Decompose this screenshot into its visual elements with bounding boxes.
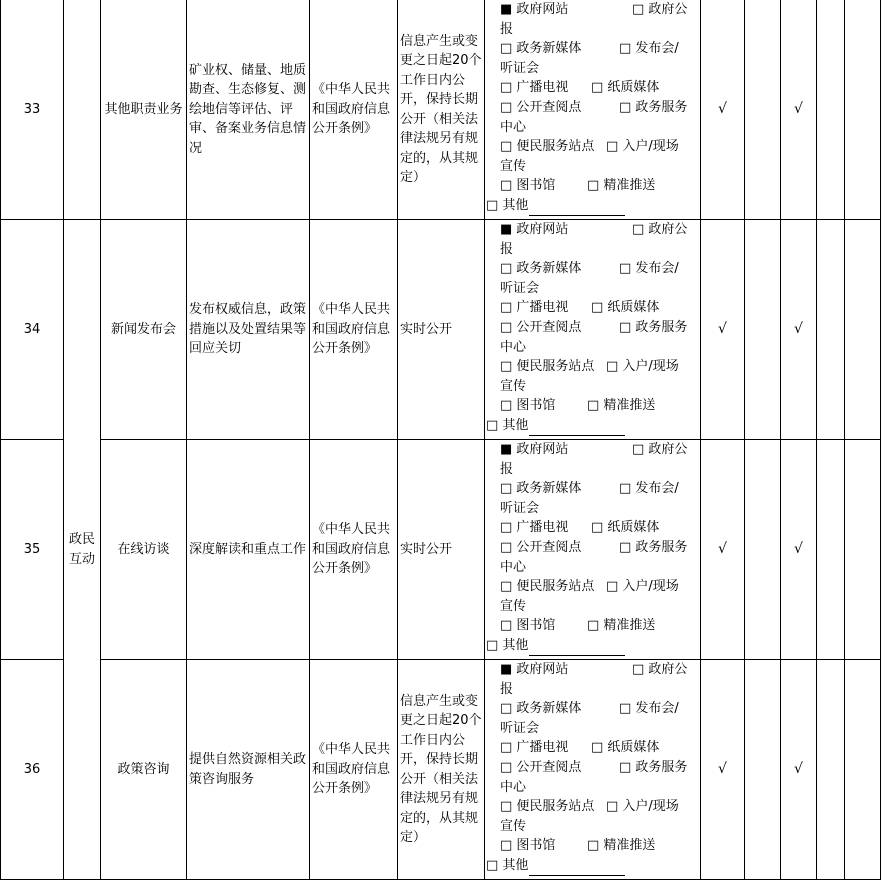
group-label: 政民 互动 [68,531,95,567]
empty-cell [817,0,845,220]
channel-service-cont: 中心 [500,340,527,355]
group-cell [64,220,101,880]
time-limit-cell: 信息产生或变更之日起20个工作日内公开，保持长期公开（相关法律法规另有规定的，从其规定） [398,0,485,220]
channel-other: □ 其他 [486,416,625,436]
empty-cell [817,220,845,440]
channel-new-media: □ 政务新媒体 [500,261,582,276]
content-cell: 矿业权、储量、地质勘查、生态修复、测绘地信等评估、评审、备案业务信息情况 [187,0,310,220]
time-limit-cell: 实时公开 [398,220,485,440]
channel-new-media: □ 政务新媒体 [500,701,582,716]
item-cell: 其他职责业务 [101,0,187,220]
tick-cell: √ [701,660,745,880]
channel-reading-room: □ 公开查阅点 [500,760,582,775]
blank-line [529,861,625,876]
channel-print: □ 纸质媒体 [591,520,660,535]
channel-gov-gazette: □ 政府公 [632,2,688,17]
channel-gov-gazette-cont: 报 [500,682,514,697]
channel-gov-gazette: □ 政府公 [632,662,688,677]
channel-household-cont: 宣传 [500,819,527,834]
row-number: 33 [1,0,64,220]
tick-cell: √ [781,440,817,660]
channel-reading-room: □ 公开查阅点 [500,100,582,115]
channel-gov-gazette-cont: 报 [500,242,514,257]
channel-broadcast: □ 广播电视 [500,80,569,95]
channel-push: □ 精准推送 [587,178,656,193]
channel-convenience: □ 便民服务站点 [500,799,595,814]
channel-service: □ 政务服务 [619,100,688,115]
empty-cell [745,0,781,220]
channel-reading-room: □ 公开查阅点 [500,540,582,555]
channel-household-cont: 宣传 [500,599,527,614]
channel-broadcast: □ 广播电视 [500,300,569,315]
channel-service-cont: 中心 [500,120,527,135]
channel-gov-gazette: □ 政府公 [632,222,688,237]
content-cell: 发布权威信息，政策措施以及处置结果等回应关切 [187,220,310,440]
table-row [1,440,881,660]
channel-press: □ 发布会/ [619,261,679,276]
tick-cell: √ [781,660,817,880]
tick-cell: √ [701,0,745,220]
channel-gov-gazette-cont: 报 [500,22,514,37]
channel-push: □ 精准推送 [587,838,656,853]
empty-cell [745,440,781,660]
row-number: 34 [1,220,64,440]
channel-library: □ 图书馆 [500,838,556,853]
channel-gov-gazette-cont: 报 [500,462,514,477]
channel-gov-gazette: □ 政府公 [632,442,688,457]
channel-convenience: □ 便民服务站点 [500,579,595,594]
tick-cell: √ [701,440,745,660]
channel-reading-room: □ 公开查阅点 [500,320,582,335]
channel-other: □ 其他 [486,196,625,216]
empty-cell [817,440,845,660]
channel-other: □ 其他 [486,636,625,656]
channel-press-cont: 听证会 [500,721,540,736]
table-row [1,220,881,440]
basis-cell: 《中华人民共和国政府信息公开条例》 [310,440,398,660]
channel-print: □ 纸质媒体 [591,80,660,95]
channel-convenience: □ 便民服务站点 [500,359,595,374]
channel-gov-website: ■ 政府网站 [500,442,569,457]
empty-cell [845,660,881,880]
channel-convenience: □ 便民服务站点 [500,139,595,154]
channel-broadcast: □ 广播电视 [500,740,569,755]
channel-service: □ 政务服务 [619,760,688,775]
channel-service-cont: 中心 [500,780,527,795]
tick-cell: √ [701,220,745,440]
channels-cell [485,440,701,660]
channel-library: □ 图书馆 [500,398,556,413]
row-number: 36 [1,660,64,880]
channel-household: □ 入户/现场 [606,139,679,154]
channel-push: □ 精准推送 [587,618,656,633]
channel-service: □ 政务服务 [619,320,688,335]
channel-new-media: □ 政务新媒体 [500,41,582,56]
channel-push: □ 精准推送 [587,398,656,413]
channel-household: □ 入户/现场 [606,579,679,594]
blank-line [529,641,625,656]
item-cell: 新闻发布会 [101,220,187,440]
channel-household-cont: 宣传 [500,379,527,394]
channel-gov-website: ■ 政府网站 [500,222,569,237]
channel-press-cont: 听证会 [500,61,540,76]
time-limit-cell: 信息产生或变更之日起20个工作日内公开，保持长期公开（相关法律法规另有规定的，从其规定） [398,660,485,880]
basis-cell: 《中华人民共和国政府信息公开条例》 [310,0,398,220]
table-row [1,0,881,220]
empty-cell [845,0,881,220]
channel-print: □ 纸质媒体 [591,740,660,755]
table-row [1,660,881,880]
empty-cell [745,220,781,440]
channel-household-cont: 宣传 [500,159,527,174]
channels-cell [485,220,701,440]
channel-broadcast: □ 广播电视 [500,520,569,535]
basis-cell: 《中华人民共和国政府信息公开条例》 [310,660,398,880]
channels-cell [485,660,701,880]
channel-library: □ 图书馆 [500,178,556,193]
time-limit-cell: 实时公开 [398,440,485,660]
channel-press-cont: 听证会 [500,501,540,516]
item-cell: 在线访谈 [101,440,187,660]
channel-household: □ 入户/现场 [606,799,679,814]
content-cell: 提供自然资源相关政策咨询服务 [187,660,310,880]
blank-line [529,201,625,216]
channels-cell [485,0,701,220]
channel-print: □ 纸质媒体 [591,300,660,315]
channel-press: □ 发布会/ [619,701,679,716]
empty-cell [817,660,845,880]
channel-household: □ 入户/现场 [606,359,679,374]
blank-line [529,421,625,436]
tick-cell: √ [781,220,817,440]
basis-cell: 《中华人民共和国政府信息公开条例》 [310,220,398,440]
empty-cell [745,660,781,880]
tick-cell: √ [781,0,817,220]
channel-library: □ 图书馆 [500,618,556,633]
channel-press-cont: 听证会 [500,281,540,296]
channel-service: □ 政务服务 [619,540,688,555]
channel-gov-website: ■ 政府网站 [500,662,569,677]
channel-press: □ 发布会/ [619,481,679,496]
empty-cell [845,220,881,440]
row-number: 35 [1,440,64,660]
empty-cell [845,440,881,660]
group-cell [64,0,101,220]
channel-new-media: □ 政务新媒体 [500,481,582,496]
content-cell: 深度解读和重点工作 [187,440,310,660]
channel-service-cont: 中心 [500,560,527,575]
channel-gov-website: ■ 政府网站 [500,2,569,17]
channel-other: □ 其他 [486,856,625,876]
item-cell: 政策咨询 [101,660,187,880]
channel-press: □ 发布会/ [619,41,679,56]
